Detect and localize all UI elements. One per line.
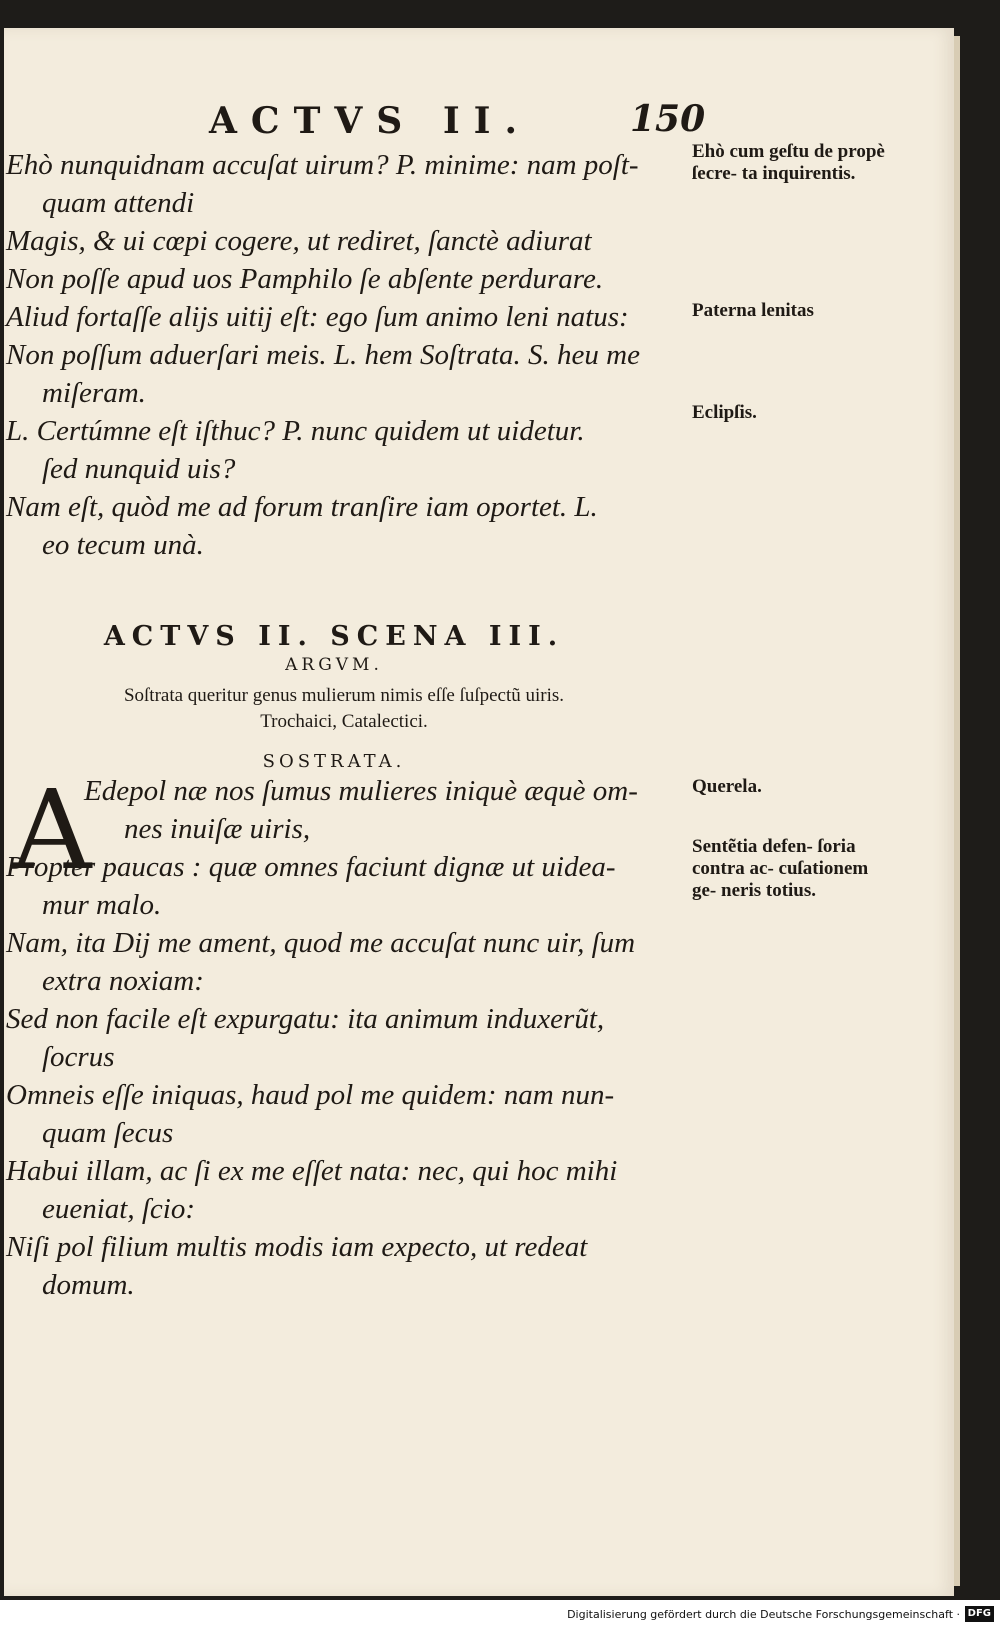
- funding-credit: Digitalisierung gefördert durch die Deutsche Forschungsgemeinschaft ·: [567, 1608, 960, 1621]
- footer-bar: [0, 1600, 1000, 1632]
- verse-line: Propter paucas : quæ omnes faciunt dignæ ut uidea-: [6, 851, 616, 883]
- argument-line: Soſtrata queritur genus mulierum nimis eſſe ſuſpectũ uiris.: [123, 685, 565, 706]
- verse-line: ſed nunquid uis?: [42, 453, 236, 485]
- verse-line: Magis, & ui cœpi cogere, ut rediret, ſanctè adiurat: [6, 225, 592, 257]
- verse-line: Niſi pol filium multis modis iam expecto, ut redeat: [6, 1231, 588, 1263]
- verse-line: miſeram.: [42, 377, 146, 409]
- argument-label: ARGVM.: [285, 655, 383, 675]
- margin-gloss: Querela.: [692, 776, 762, 797]
- margin-gloss: Sentẽtia defen- ſoria contra ac- cuſationem ge- neris totius.: [692, 836, 869, 901]
- scene-heading: ACTVS II. SCENA III.: [103, 621, 565, 652]
- speaker-name: SOSTRATA.: [262, 751, 406, 772]
- verse-line: Sed non facile eſt expurgatu: ita animum induxerũt,: [6, 1003, 605, 1035]
- verse-line: eueniat, ſcio:: [42, 1193, 196, 1225]
- verse-line: mur malo.: [42, 889, 162, 921]
- verse-line: Ehò nunquidnam accuſat uirum? P. minime: nam poſt-: [6, 149, 639, 181]
- argument-line: Trochaici, Catalectici.: [260, 711, 428, 732]
- verse-line: extra noxiam:: [42, 965, 204, 997]
- verse-line: Nam eſt, quòd me ad forum tranſire iam oportet. L.: [6, 491, 598, 523]
- verse-line: quam attendi: [42, 187, 195, 219]
- margin-gloss: Ehò cum geſtu de propè ſecre- ta inquirentis.: [692, 141, 885, 184]
- verse-line: quam ſecus: [42, 1117, 174, 1149]
- verse-line: ſocrus: [42, 1041, 115, 1073]
- verse-line: Nam, ita Dij me ament, quod me accuſat nunc uir, ſum: [6, 927, 636, 959]
- page-edge: [954, 36, 960, 1586]
- verse-line: Non poſſe apud uos Pamphilo ſe abſente perdurare.: [6, 263, 604, 295]
- verse-line: Non poſſum aduerſari meis. L. hem Soſtrata. S. heu me: [6, 339, 640, 371]
- verse-line: domum.: [42, 1269, 135, 1301]
- dfg-logo: DFG: [965, 1606, 994, 1622]
- verse-line: Habui illam, ac ſi ex me eſſet nata: nec, qui hoc mihi: [6, 1155, 618, 1187]
- verse-line: Omneis eſſe iniquas, haud pol me quidem: nam nun-: [6, 1079, 615, 1111]
- verse-line: nes inuiſæ uiris,: [124, 813, 311, 845]
- margin-gloss: Paterna lenitas: [692, 300, 814, 321]
- book-page: [4, 28, 954, 1596]
- verse-line: Edepol næ nos ſumus mulieres iniquè æquè om-: [84, 775, 638, 807]
- verse-line: L. Certúmne eſt iſthuc? P. nunc quidem ut uidetur.: [6, 415, 585, 447]
- verse-line: Aliud fortaſſe alijs uitij eſt: ego ſum animo leni natus:: [6, 301, 629, 333]
- margin-gloss: Eclipſis.: [692, 402, 757, 423]
- verse-line: eo tecum unà.: [42, 529, 204, 561]
- drop-cap: A: [12, 766, 92, 894]
- folio-number: 150: [630, 98, 706, 140]
- running-head: ACTVS II.: [209, 100, 532, 142]
